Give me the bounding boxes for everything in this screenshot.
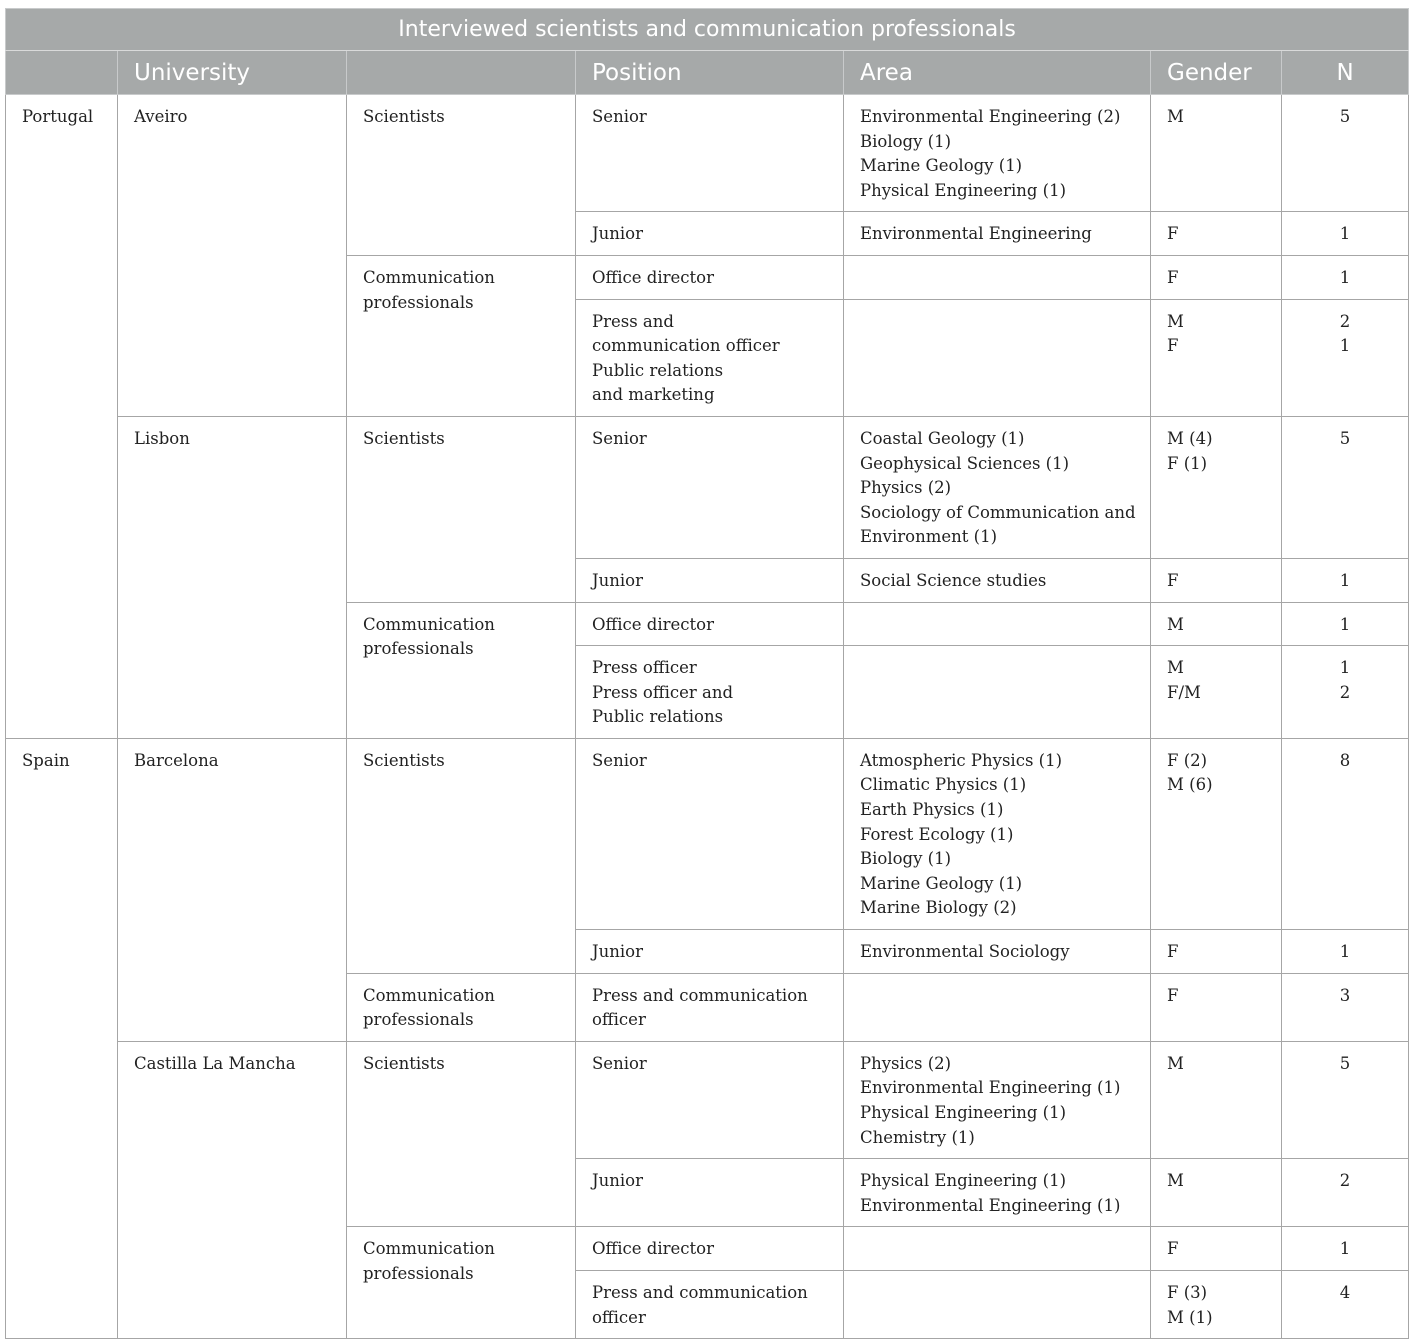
n-line: 1 <box>1339 942 1351 962</box>
group-cell <box>347 1227 576 1339</box>
gender-line: F <box>1167 570 1179 590</box>
n-line: 3 <box>1339 985 1351 1005</box>
position-line: Press and communication <box>592 985 808 1005</box>
position-cell <box>576 255 844 299</box>
area-line: Geophysical Sciences (1) <box>860 453 1070 473</box>
position-cell <box>576 299 844 416</box>
position-cell <box>576 973 844 1041</box>
area-line: Atmospheric Physics (1) <box>860 750 1063 770</box>
position-line: and marketing <box>592 385 715 405</box>
university-cell: Castilla La Mancha <box>118 1041 347 1338</box>
gender-line: M (4) <box>1167 428 1213 448</box>
n-line: 1 <box>1339 1239 1351 1259</box>
n-line: 5 <box>1339 107 1351 126</box>
gender-line: F (2) <box>1167 750 1208 770</box>
group-line: professionals <box>363 1263 474 1283</box>
gender-cell <box>1151 602 1282 646</box>
area-line: Environmental Sociology <box>860 942 1070 962</box>
gender-cell <box>1151 1041 1282 1158</box>
group-line: Communication <box>363 267 495 287</box>
country-cell: Spain <box>6 738 118 1338</box>
gender-line: F (3) <box>1167 1282 1208 1302</box>
gender-cell <box>1151 95 1282 212</box>
gender-cell <box>1151 299 1282 416</box>
position-line: Public relations <box>592 707 724 727</box>
area-line: Chemistry (1) <box>860 1127 975 1147</box>
position-line: officer <box>592 1010 646 1030</box>
position-cell <box>576 558 844 602</box>
area-line: Biology (1) <box>860 131 952 151</box>
n-line: 5 <box>1339 1053 1351 1073</box>
table-title: Interviewed scientists and communication professionals <box>6 9 1409 51</box>
gender-cell <box>1151 416 1282 558</box>
n-line: 1 <box>1339 614 1351 634</box>
area-cell <box>844 558 1151 602</box>
n-line: 1 <box>1339 570 1351 590</box>
gender-line: F <box>1167 336 1179 356</box>
gender-line: F <box>1167 224 1179 244</box>
n-cell <box>1282 416 1409 558</box>
n-line: 5 <box>1339 428 1351 448</box>
position-line: Senior <box>592 107 647 126</box>
n-line: 8 <box>1339 750 1351 770</box>
position-line: communication officer <box>592 336 780 356</box>
n-cell <box>1282 738 1409 929</box>
position-line: Junior <box>592 224 643 244</box>
group-cell <box>347 255 576 416</box>
area-line: Marine Geology (1) <box>860 156 1023 176</box>
group-line: professionals <box>363 639 474 659</box>
n-cell <box>1282 930 1409 974</box>
position-cell <box>576 1041 844 1158</box>
gender-line: M <box>1167 658 1184 678</box>
area-cell <box>844 1227 1151 1271</box>
gender-line: F <box>1167 267 1179 287</box>
n-cell <box>1282 1227 1409 1271</box>
group-cell <box>347 602 576 738</box>
university-cell: Barcelona <box>118 738 347 1041</box>
area-line: Environmental Engineering <box>860 224 1092 244</box>
gender-line: M <box>1167 1053 1184 1073</box>
gender-line: M <box>1167 614 1184 634</box>
n-line: 2 <box>1339 1171 1351 1191</box>
position-cell <box>576 416 844 558</box>
n-cell <box>1282 973 1409 1041</box>
position-line: Junior <box>592 1171 643 1191</box>
position-line: Office director <box>592 267 714 287</box>
position-cell <box>576 738 844 929</box>
n-line: 2 <box>1339 311 1351 331</box>
gender-line: M <box>1167 311 1184 331</box>
n-line: 1 <box>1339 224 1351 244</box>
gender-cell <box>1151 1159 1282 1227</box>
area-cell <box>844 646 1151 739</box>
area-line: Environmental Engineering (1) <box>860 1078 1121 1098</box>
area-cell <box>844 930 1151 974</box>
n-line: 1 <box>1339 336 1351 356</box>
n-cell <box>1282 1270 1409 1338</box>
position-cell <box>576 212 844 256</box>
area-line: Social Science studies <box>860 570 1047 590</box>
area-line: Physical Engineering (1) <box>860 180 1067 200</box>
gender-cell <box>1151 973 1282 1041</box>
position-line: Senior <box>592 1053 647 1073</box>
n-cell <box>1282 212 1409 256</box>
n-cell <box>1282 602 1409 646</box>
position-line: Office director <box>592 614 714 634</box>
n-line: 1 <box>1339 267 1351 287</box>
country-cell: Portugal <box>6 95 118 739</box>
gender-line: M (1) <box>1167 1307 1213 1327</box>
header-n: N <box>1282 51 1409 95</box>
table-row <box>6 738 1409 929</box>
position-line: Senior <box>592 428 647 448</box>
gender-cell <box>1151 1270 1282 1338</box>
position-cell <box>576 930 844 974</box>
area-cell <box>844 95 1151 212</box>
position-cell <box>576 602 844 646</box>
group-cell: Scientists <box>347 95 576 256</box>
header-gender: Gender <box>1151 51 1282 95</box>
position-line: Senior <box>592 750 647 770</box>
gender-cell <box>1151 558 1282 602</box>
area-line: Sociology of Communication and <box>860 502 1136 522</box>
header-university: University <box>118 51 347 95</box>
group-line: Communication <box>363 985 495 1005</box>
n-cell <box>1282 95 1409 212</box>
position-line: officer <box>592 1307 646 1327</box>
group-line: Communication <box>363 1239 495 1259</box>
university-cell: Lisbon <box>118 416 347 738</box>
position-cell <box>576 1270 844 1338</box>
group-cell: Scientists <box>347 416 576 602</box>
area-cell <box>844 973 1151 1041</box>
group-cell: Scientists <box>347 1041 576 1227</box>
area-line: Physical Engineering (1) <box>860 1171 1067 1191</box>
gender-line: F/M <box>1167 682 1201 702</box>
area-line: Earth Physics (1) <box>860 800 1004 820</box>
position-line: Press and <box>592 311 674 331</box>
area-line: Climatic Physics (1) <box>860 775 1027 795</box>
position-line: Junior <box>592 942 643 962</box>
area-line: Biology (1) <box>860 849 952 869</box>
position-cell <box>576 95 844 212</box>
n-cell <box>1282 1041 1409 1158</box>
gender-cell <box>1151 646 1282 739</box>
n-cell <box>1282 299 1409 416</box>
area-line: Environmental Engineering (2) <box>860 107 1121 126</box>
gender-cell <box>1151 255 1282 299</box>
area-line: Coastal Geology (1) <box>860 428 1025 448</box>
gender-cell <box>1151 1227 1282 1271</box>
gender-cell <box>1151 212 1282 256</box>
position-cell <box>576 1159 844 1227</box>
group-cell <box>347 973 576 1041</box>
area-cell <box>844 1159 1151 1227</box>
area-line: Marine Biology (2) <box>860 898 1017 918</box>
university-cell: Aveiro <box>118 95 347 417</box>
gender-line: F <box>1167 942 1179 962</box>
area-cell <box>844 738 1151 929</box>
group-line: professionals <box>363 1010 474 1030</box>
area-cell <box>844 212 1151 256</box>
area-cell <box>844 416 1151 558</box>
table-row <box>6 95 1409 212</box>
n-line: 2 <box>1339 682 1351 702</box>
n-cell <box>1282 1159 1409 1227</box>
area-cell <box>844 602 1151 646</box>
header-country <box>6 51 118 95</box>
gender-line: F <box>1167 985 1179 1005</box>
position-line: Public relations <box>592 360 724 380</box>
table-row <box>6 416 1409 558</box>
header-area: Area <box>844 51 1151 95</box>
area-line: Physics (2) <box>860 1053 952 1073</box>
header-group <box>347 51 576 95</box>
area-line: Marine Geology (1) <box>860 873 1023 893</box>
area-line: Forest Ecology (1) <box>860 824 1014 844</box>
group-cell: Scientists <box>347 738 576 973</box>
table-wrapper <box>5 8 1408 1339</box>
position-cell <box>576 1227 844 1271</box>
position-line: Office director <box>592 1239 714 1259</box>
area-cell <box>844 255 1151 299</box>
gender-cell <box>1151 738 1282 929</box>
table-row <box>6 1041 1409 1158</box>
area-line: Environmental Engineering (1) <box>860 1195 1121 1215</box>
header-position: Position <box>576 51 844 95</box>
gender-cell <box>1151 930 1282 974</box>
area-cell <box>844 299 1151 416</box>
area-cell <box>844 1041 1151 1158</box>
n-cell <box>1282 255 1409 299</box>
n-line: 4 <box>1339 1282 1351 1302</box>
area-line: Physical Engineering (1) <box>860 1103 1067 1122</box>
position-line: Junior <box>592 570 643 590</box>
n-line: 1 <box>1339 658 1351 678</box>
position-line: Press officer and <box>592 682 734 702</box>
n-cell <box>1282 558 1409 602</box>
gender-line: F (1) <box>1167 453 1208 473</box>
area-line: Environment (1) <box>860 527 998 547</box>
position-line: Press and communication <box>592 1282 808 1302</box>
gender-line: M <box>1167 107 1184 126</box>
position-cell <box>576 646 844 739</box>
n-cell <box>1282 646 1409 739</box>
area-cell <box>844 1270 1151 1338</box>
area-line: Physics (2) <box>860 478 952 498</box>
group-line: Communication <box>363 614 495 634</box>
gender-line: M <box>1167 1171 1184 1191</box>
gender-line: F <box>1167 1239 1179 1259</box>
gender-line: M (6) <box>1167 775 1213 795</box>
interviewees-table <box>5 8 1409 1339</box>
group-line: professionals <box>363 292 474 312</box>
position-line: Press officer <box>592 658 697 678</box>
